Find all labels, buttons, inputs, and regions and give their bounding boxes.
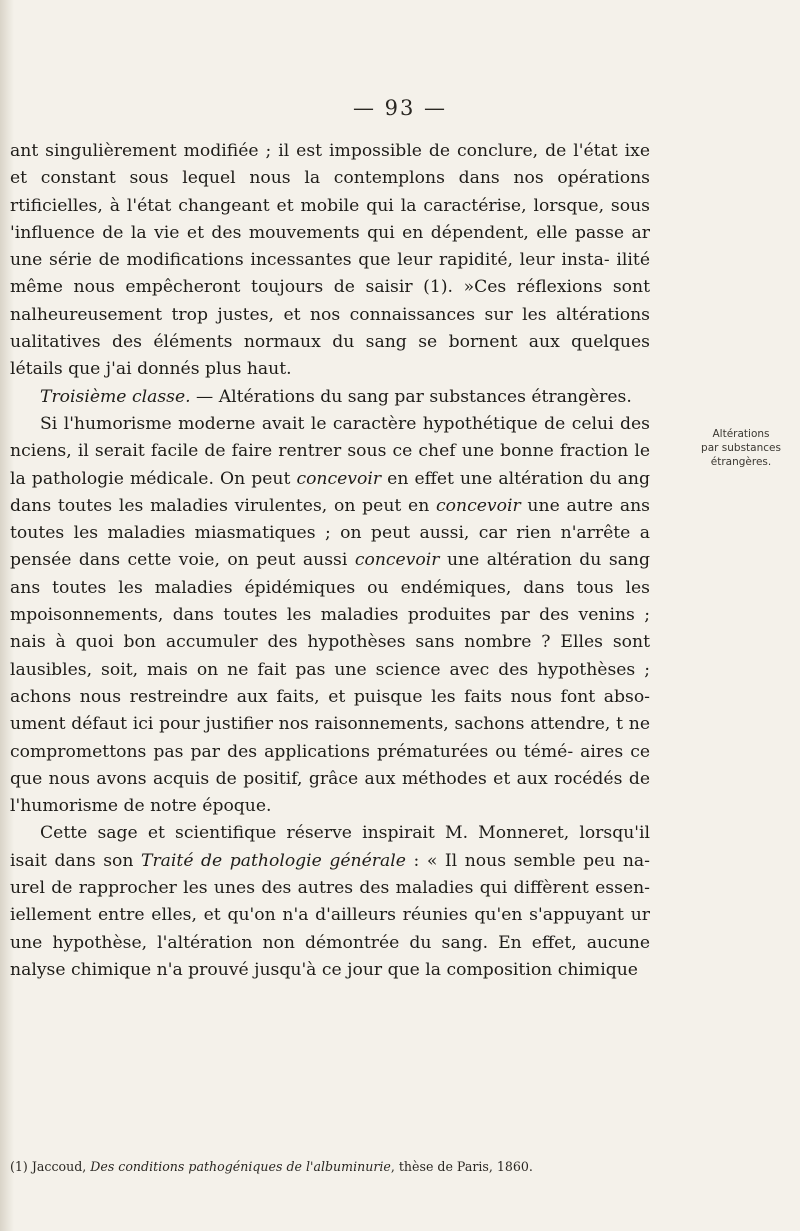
footnote-start: (1) Jaccoud, xyxy=(10,1159,91,1174)
paragraph-3 xyxy=(10,411,650,820)
margin-note-line-2: par substances xyxy=(701,442,781,454)
emphasis-concevoir-1: concevoir xyxy=(296,468,382,489)
paragraph-3-mid-2: une autre ans toutes les maladies miasmatiques ; on peut aussi, car rien n'arrête a pensée dans cette voie, on peut aussi xyxy=(10,495,650,571)
emphasis-concevoir-2: concevoir xyxy=(436,495,521,516)
paragraph-3-mid-1: en effet une altération du ang dans toutes les maladies virulentes, on peut en xyxy=(10,468,650,516)
footnote-title: Des conditions pathogéniques de l'albuminurie xyxy=(90,1159,391,1174)
emphasis-concevoir-3: concevoir xyxy=(354,550,440,571)
paragraph-4 xyxy=(10,820,650,984)
page-number: — 93 — xyxy=(352,96,448,120)
main-text xyxy=(10,138,650,984)
section-heading-title: — Altérations du sang par substances étrangères. xyxy=(190,386,632,407)
margin-note-line-1: Altérations xyxy=(712,428,770,440)
paragraph-1: ant singulièrement modifiée ; il est impossible de conclure, de l'état ixe et constant sous lequel nous la contemplons dans nos opérations rtificielles, à l'état changeant et mobile qui la caractérise, lorsque, sous 'influence de la vie et des mouvements qui en dépendent, elle passe ar une série de modifications incessantes que leur rapidité, leur insta- ilité même nous empêcheront toujours de saisir (1). »Ces réflexions sont nalheureusement trop justes, et nos connaissances sur les altérations ualitatives des éléments normaux du sang se bornent aux quelques létails que j'ai donnés plus haut. xyxy=(10,141,650,380)
paragraph-4-start: Cette sage et scientifique réserve inspirait M. Monneret, lorsqu'il isait dans son xyxy=(10,823,650,871)
footnote-end: , thèse de Paris, 1860. xyxy=(390,1159,533,1174)
margin-note xyxy=(688,427,794,469)
margin-note-line-3: étrangères. xyxy=(710,456,772,468)
paragraph-4-end: : « Il nous semble peu na- urel de rapprocher les unes des autres des maladies qui diffèrent essen- iellement entre elles, et qu'on n'a d'ailleurs réunies qu'en s'appuyant ur une hypothèse, l'altération non démontrée du sang. En effet, aucune nalyse chimique n'a prouvé jusqu'à ce jour que la composition chimique xyxy=(10,850,650,980)
paragraph-3-start: Si l'humorisme moderne avait le caractère hypothétique de celui des nciens, il serait facile de faire rentrer sous ce chef une bonne fraction le la pathologie médicale. On peut xyxy=(10,413,650,489)
section-heading xyxy=(10,384,650,411)
paragraph-3-end: une altération du sang ans toutes les maladies épidémiques ou endémiques, dans tous les mpoisonnements, dans toutes les maladies produites par des venins ; nais à quoi bon accumuler des hypothèses sans nombre ? Elles sont lausibles, soit, mais on ne fait pas une science avec des hypothèses ; achons nous restreindre aux faits, et puisque les faits nous font abso- ument défaut ici pour justifier nos raisonnements, sachons attendre, t ne compromettons pas par des applications prématurées ou témé- aires ce que nous avons acquis de positif, grâce aux méthodes et aux rocédés de l'humorisme de notre époque. xyxy=(10,550,650,817)
footnote xyxy=(10,1158,650,1176)
book-title-reference: Traité de pathologie générale xyxy=(140,850,406,871)
section-heading-label: Troisième classe. xyxy=(40,386,191,407)
